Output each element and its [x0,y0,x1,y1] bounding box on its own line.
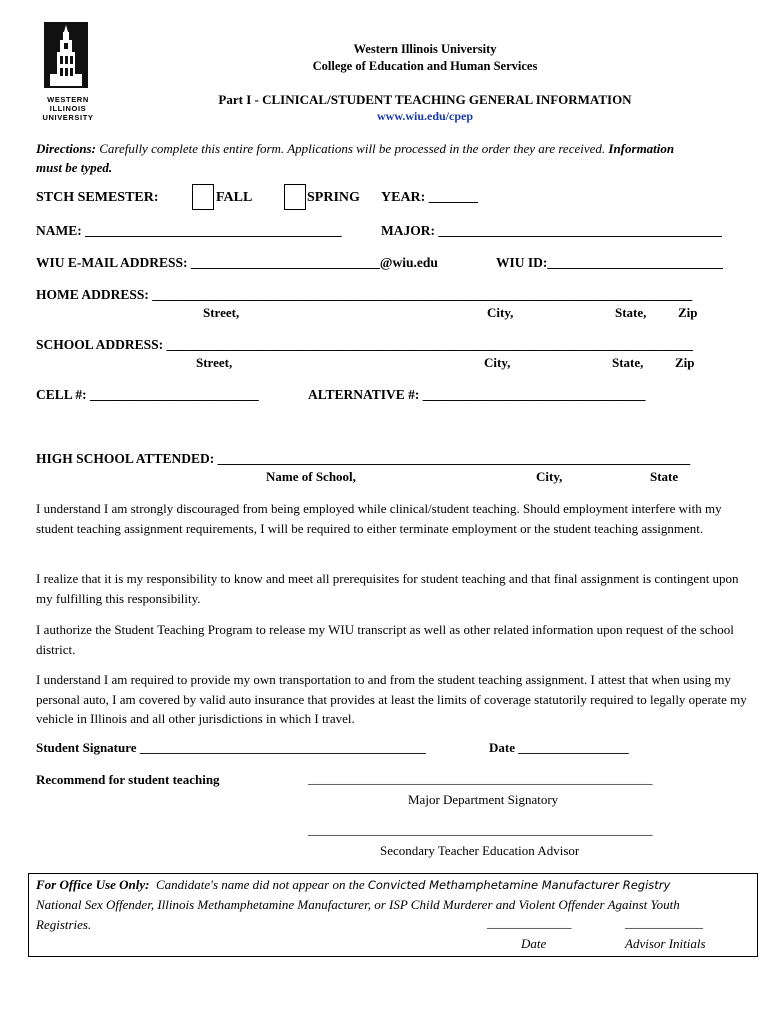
hs-name-label: Name of School, [266,469,356,484]
school-city-label: City, [484,355,511,370]
office-line1 [36,877,670,893]
email-field[interactable]: WIU E-MAIL ADDRESS: ____________________________@wiu.edu [36,255,438,270]
spring-label: SPRING [307,190,360,205]
paragraph-transcript: I authorize the Student Teaching Program to release my WIU transcript as well as other related information upon request of the school district. [36,622,734,657]
university-name: Western Illinois University [353,42,497,56]
home-zip-label: Zip [678,305,698,320]
office-registry: Convicted Methamphetamine Manufacturer Registry [367,878,671,892]
school-zip-label: Zip [675,355,695,370]
major-dept-signature-line[interactable]: _____________________________________________________ [308,771,653,786]
hs-city-label: City, [536,469,563,484]
school-state-label: State, [612,355,644,370]
college-name: College of Education and Human Services [312,59,538,73]
fall-checkbox[interactable] [192,184,214,210]
alternative-field[interactable]: ALTERNATIVE #: _________________________________ [308,387,646,402]
wiu-id-field[interactable]: WIU ID:__________________________ [496,255,723,270]
cell-field[interactable]: CELL #: _________________________ [36,387,259,402]
semester-label: STCH SEMESTER: [36,190,159,205]
paragraph-prerequisites: I realize that it is my responsibility to know and meet all prerequisites for student teaching and that final assignment is contingent upon my fulfilling this responsibility. [36,571,739,606]
directions-bold: Information [608,141,675,156]
logo-line2: ILLINOIS [49,104,87,113]
home-street-label: Street, [203,305,240,320]
office-line2: National Sex Offender, Illinois Methamphetamine Manufacturer, or ISP Child Murderer and Violent Offender Against Youth [36,897,680,912]
directions [36,141,674,157]
logo-line3: UNIVERSITY [42,113,94,122]
directions-line2: must be typed. [36,160,113,175]
school-address-field[interactable]: SCHOOL ADDRESS: ______________________________________________________________________________ [36,337,694,352]
website-link[interactable]: www.wiu.edu/cpep [376,109,474,123]
spring-checkbox[interactable] [284,184,306,210]
office-line3: Registries. [36,917,92,932]
directions-text: Carefully complete this entire form. Applications will be processed in the order they are received. [99,141,606,156]
major-dept-label: Major Department Signatory [408,792,559,807]
office-initials-line[interactable]: ____________ [625,915,703,930]
logo-line1: WESTERN [47,95,89,104]
major-field[interactable]: MAJOR: __________________________________________ [381,223,722,238]
home-city-label: City, [487,305,514,320]
recommend-label: Recommend for student teaching [36,772,220,787]
office-label: For Office Use Only: [36,877,150,892]
year-field[interactable]: YEAR: _______ [381,190,478,205]
fall-label: FALL [216,190,253,205]
high-school-field[interactable]: HIGH SCHOOL ATTENDED: ______________________________________________________________________ [36,451,691,466]
hs-state-label: State [650,469,679,484]
directions-label: Directions: [36,141,96,156]
name-field[interactable]: NAME: ______________________________________ [36,223,342,238]
paragraph-employment: I understand I am strongly discouraged from being employed while clinical/student teaching. Should employment interfere with my student teaching assignment requirements, I will be required to either terminate employment or the student teaching assignment. [36,501,722,536]
secondary-advisor-signature-line[interactable]: _____________________________________________________ [308,822,653,837]
office-date-label: Date [521,936,547,951]
home-address-field[interactable]: HOME ADDRESS: ________________________________________________________________________________ [36,287,693,302]
office-initials-label: Advisor Initials [625,936,706,951]
part-title: Part I - CLINICAL/STUDENT TEACHING GENERAL INFORMATION [218,92,632,107]
office-text1: Candidate's name did not appear on the [156,877,365,892]
date-field[interactable]: Date _________________ [489,740,629,755]
secondary-advisor-label: Secondary Teacher Education Advisor [380,843,580,858]
office-date-line[interactable]: _____________ [487,915,572,930]
home-state-label: State, [615,305,647,320]
school-street-label: Street, [196,355,233,370]
paragraph-transportation: I understand I am required to provide my own transportation to and from the student teaching assignment. I attest that when using my personal auto, I am covered by valid auto insurance that provides at least the limits of coverage statutorily required to legally operate my vehicle in Illinois and all other jurisdictions in which I travel. [36,672,747,726]
student-signature-field[interactable]: Student Signature ____________________________________________ [36,740,426,755]
